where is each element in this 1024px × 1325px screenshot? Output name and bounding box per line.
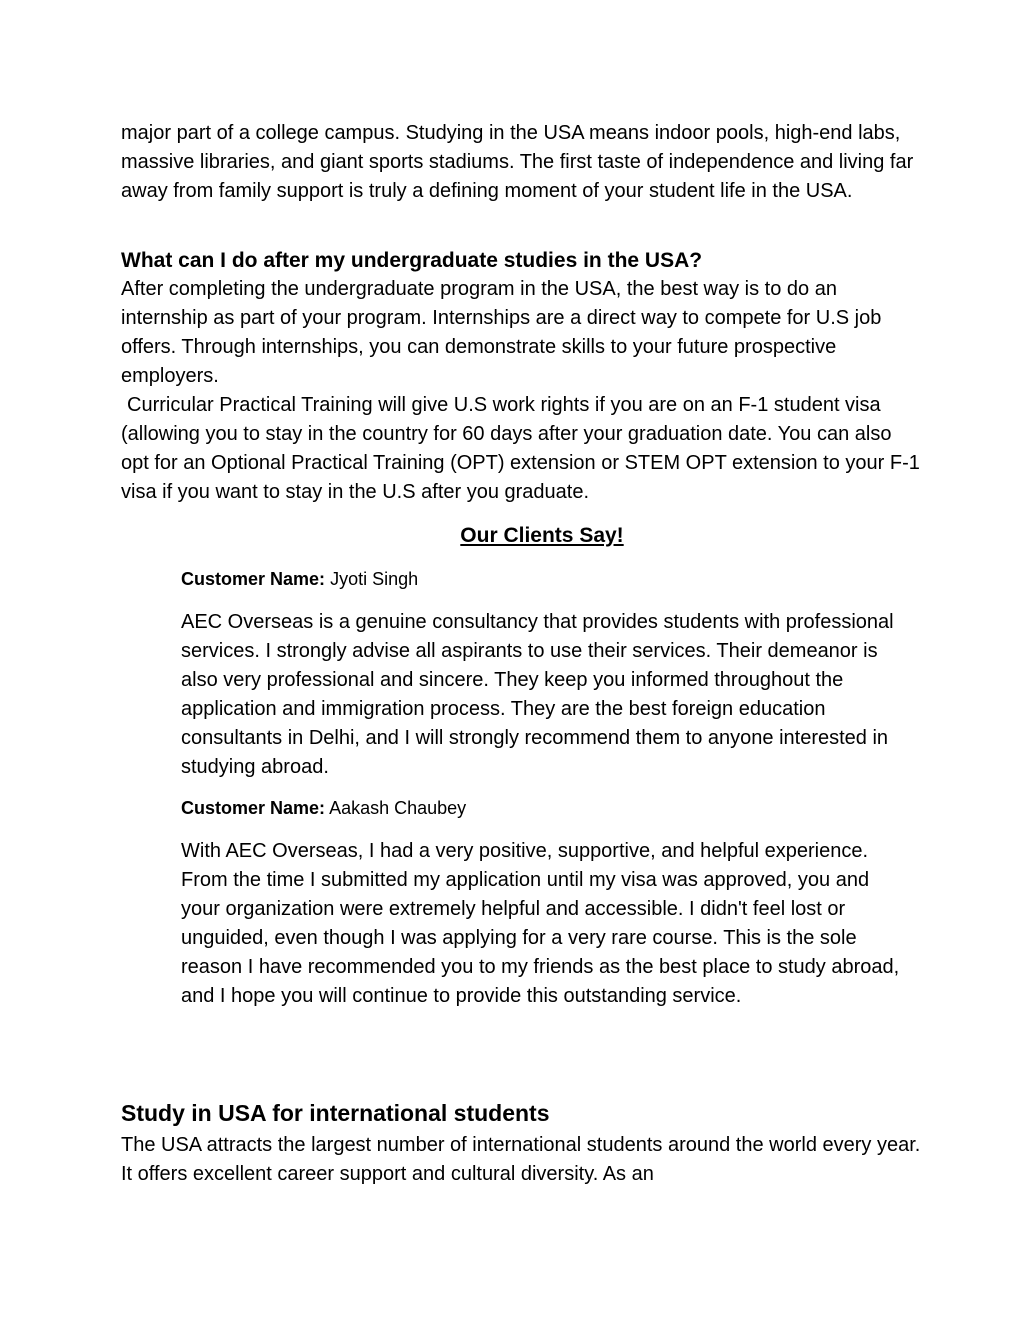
- customer-name-label: Customer Name:: [181, 798, 326, 818]
- customer-name: Aakash Chaubey: [329, 798, 467, 818]
- study-usa-heading: Study in USA for international students: [121, 1100, 550, 1126]
- campus-life-paragraph: major part of a college campus. Studying in the USA means indoor pools, high-end labs, massive libraries, and giant sports stadiums. The first taste of independence and living far away from family support is truly a defining moment of your student life in the USA.: [121, 122, 914, 202]
- testimonial-text: AEC Overseas is a genuine consultancy that provides students with professional services. I strongly advise all aspirants to use their services. Their demeanor is also very professional and sincere. They keep you informed throughout the application and immigration process. They are the best foreign education consultants in Delhi, and I will strongly recommend them to anyone interested in studying abroad.: [181, 611, 894, 778]
- after-undergrad-heading: What can I do after my undergraduate studies in the USA?: [121, 249, 703, 272]
- testimonial-1: [181, 566, 911, 782]
- internship-paragraph: After completing the undergraduate program in the USA, the best way is to do an internship as part of your program. Internships are a direct way to compete for U.S job offers. Through internships, you can demonstrate skills to your future prospective employers.: [121, 278, 882, 387]
- customer-name-line: [181, 795, 911, 821]
- testimonial-text: With AEC Overseas, I had a very positive, supportive, and helpful experience. From the time I submitted my application until my visa was approved, you and your organization were extremely helpful and accessible. I didn't feel lost or unguided, even though I was applying for a very rare course. This is the sole reason I have recommended you to my friends as the best place to study abroad, and I hope you will continue to provide this outstanding service.: [181, 840, 900, 1007]
- cpt-opt-paragraph: Curricular Practical Training will give U.S work rights if you are on an F-1 student visa (allowing you to stay in the country for 60 days after your graduation date. You can also opt for an Optional Practical Training (OPT) extension or STEM OPT extension to your F-1 visa if you want to stay in the U.S after you graduate.: [121, 394, 920, 503]
- clients-section-title: Our Clients Say!: [460, 524, 624, 547]
- testimonial-2: [181, 795, 911, 1011]
- customer-name-line: [181, 566, 911, 592]
- study-usa-paragraph: The USA attracts the largest number of international students around the world every year. It offers excellent career support and cultural diversity. As an: [121, 1134, 921, 1185]
- customer-name-label: Customer Name:: [181, 569, 326, 589]
- customer-name: Jyoti Singh: [330, 569, 419, 589]
